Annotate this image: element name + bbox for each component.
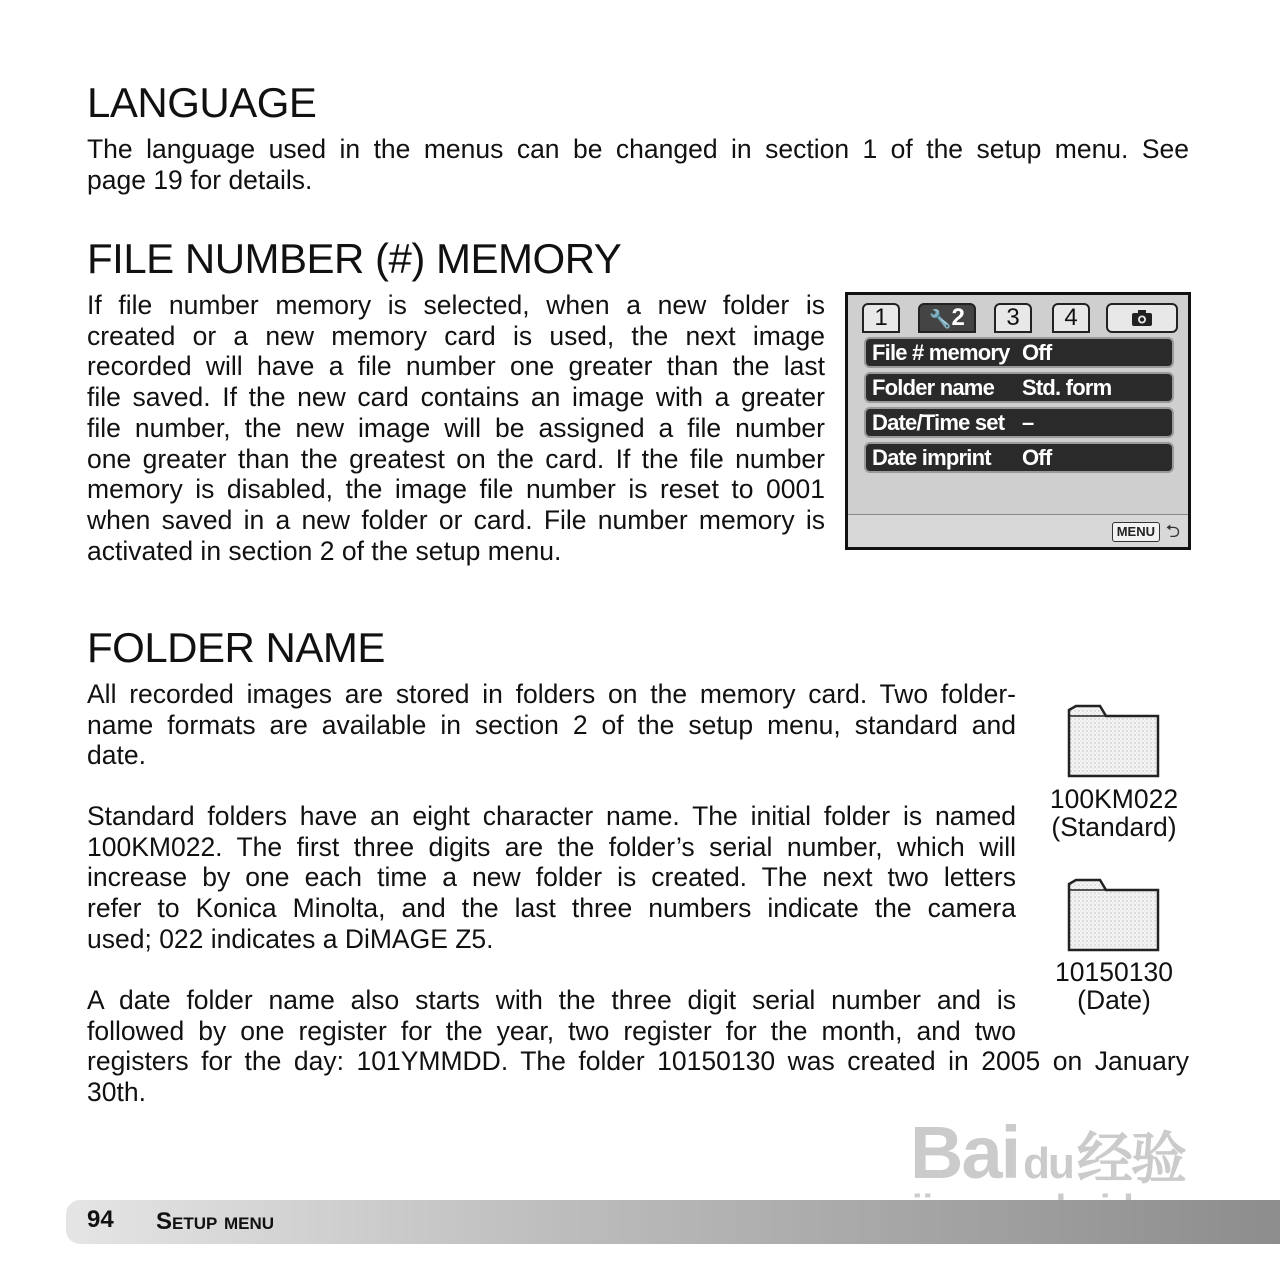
folder-name-paragraph-1 (87, 679, 1016, 771)
paragraph-line: file saved. If the new card contains an image with a greater (87, 382, 825, 413)
folder-name-paragraph-2 (87, 801, 1016, 955)
menu-row-date-imprint (864, 442, 1174, 473)
language-paragraph (87, 134, 1189, 195)
paragraph-line: registers for the day: 101YMMDD. The folder 10150130 was created in 2005 on January (87, 1046, 1189, 1076)
section-title: Setup menu (156, 1208, 275, 1235)
menu-row-label: Date imprint (872, 445, 991, 470)
watermark-brand (910, 1110, 1185, 1195)
paragraph-line: activated in section 2 of the setup menu. (87, 535, 562, 566)
folder-name-paragraph-3-continued (87, 1046, 1189, 1107)
folder-standard-type: (Standard) (1051, 812, 1177, 842)
paragraph-line: Standard folders have an eight character name. The initial folder is named (87, 801, 1016, 831)
menu-tab-1: 1 (862, 303, 900, 333)
paragraph-line: A date folder name also starts with the three digit serial number and is (87, 985, 1016, 1015)
menu-row-value: – (1022, 410, 1034, 435)
menu-footer (848, 514, 1188, 547)
paragraph-line: date. (87, 740, 146, 771)
camera-setup-menu-screen (845, 292, 1191, 550)
menu-row-value: Std. form (1022, 375, 1112, 400)
folder-date-name: 10150130 (1055, 957, 1173, 987)
folder-date-label (1034, 958, 1194, 1014)
folder-name-heading: FOLDER NAME (87, 624, 385, 671)
paragraph-line: one greater than the greatest on the card. If the file number (87, 443, 825, 474)
menu-row-file-memory (864, 337, 1174, 368)
paragraph-line: 100KM022. The first three digits are the folder’s serial number, which will (87, 831, 1016, 862)
paragraph-line: All recorded images are stored in folders on the memory card. Two folder- (87, 679, 1016, 709)
watermark-brand-latin: Bai (910, 1111, 1020, 1194)
paragraph-line: followed by one register for the year, two register for the month, and two (87, 1015, 1016, 1046)
folder-standard-name: 100KM022 (1049, 784, 1179, 814)
menu-row-date-time-set (864, 407, 1174, 438)
menu-row-value: Off (1022, 445, 1052, 470)
file-number-memory-heading: FILE NUMBER (#) MEMORY (87, 235, 622, 282)
paragraph-line: file number, the new image will be assigned a file number (87, 412, 825, 443)
language-line: page 19 for details. (87, 164, 313, 195)
camera-icon (1131, 309, 1153, 327)
folder-icon (1066, 876, 1162, 954)
folder-name-paragraph-3 (87, 985, 1016, 1046)
paragraph-line: used; 022 indicates a DiMAGE Z5. (87, 923, 494, 954)
menu-row-label: Folder name (872, 375, 995, 400)
paragraph-line: 30th. (87, 1076, 146, 1107)
file-number-memory-paragraph (87, 290, 825, 566)
menu-tab-3: 3 (994, 303, 1032, 333)
language-line: The language used in the menus can be changed in section 1 of the setup menu. See (87, 134, 1189, 164)
folder-standard-label (1034, 785, 1194, 841)
menu-tab-2-label: 2 (951, 304, 965, 331)
wrench-icon: 🔧 (929, 309, 952, 329)
paragraph-line: when saved in a new folder or card. File number memory is (87, 504, 825, 535)
menu-button-label: MENU (1112, 522, 1160, 542)
paragraph-line: name formats are available in section 2 of the setup menu, standard and (87, 709, 1016, 740)
menu-tab-2 (918, 303, 976, 333)
paragraph-line: recorded will have a file number one greater than the last (87, 351, 825, 382)
menu-row-value: Off (1022, 340, 1052, 365)
footer-bar (66, 1200, 1280, 1244)
page-number: 94 (87, 1206, 114, 1233)
menu-tab-4: 4 (1052, 303, 1090, 333)
paragraph-line: increase by one each time a new folder is created. The next two letters (87, 862, 1016, 893)
paragraph-line: created or a new memory card is used, the next image (87, 320, 825, 351)
return-arrow-icon: ⮌ (1165, 521, 1180, 541)
folder-date-type: (Date) (1077, 985, 1151, 1015)
watermark-brand-cn: 经验 (1076, 1127, 1185, 1190)
menu-row-label: File # memory (872, 340, 1010, 365)
language-heading: LANGUAGE (87, 79, 317, 126)
menu-row-label: Date/Time set (872, 410, 1005, 435)
watermark-brand-paw: du (1023, 1139, 1073, 1188)
paragraph-line: memory is disabled, the image file number is reset to 0001 (87, 474, 825, 505)
camera-tab (1106, 303, 1178, 333)
folder-icon (1066, 702, 1162, 780)
menu-row-folder-name (864, 372, 1174, 403)
paragraph-line: If file number memory is selected, when a new folder is (87, 290, 825, 320)
paw-icon (1019, 1110, 1077, 1195)
paragraph-line: refer to Konica Minolta, and the last three numbers indicate the camera (87, 893, 1016, 924)
